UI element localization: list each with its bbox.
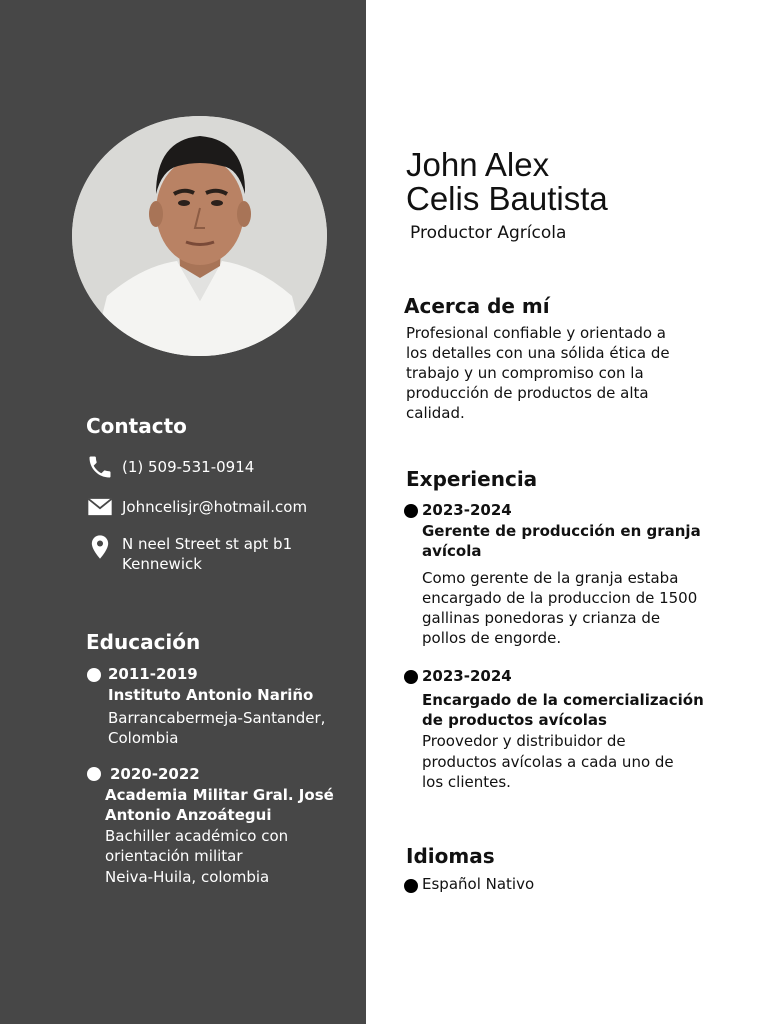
- education-heading: Educación: [86, 630, 201, 654]
- name-line-1: John Alex: [406, 146, 550, 183]
- contact-address: [86, 533, 292, 574]
- about-line: calidad.: [406, 404, 465, 422]
- education-school: Academia Militar Gral. José: [105, 786, 334, 804]
- profile-photo: [72, 116, 327, 356]
- experience-heading: Experiencia: [406, 467, 538, 491]
- bullet-dot: [87, 668, 101, 682]
- email-address: Johncelisjr@hotmail.com: [122, 498, 308, 516]
- bullet-dot: [87, 767, 101, 781]
- envelope-icon: [86, 493, 114, 521]
- education-school: Instituto Antonio Nariño: [108, 686, 314, 704]
- experience-description: encargado de la produccion de 1500: [422, 589, 698, 607]
- education-years: 2020-2022: [110, 765, 200, 783]
- about-heading: Acerca de mí: [404, 294, 550, 318]
- phone-icon: [86, 453, 114, 481]
- about-text: [406, 323, 706, 423]
- bullet-dot: [404, 670, 418, 684]
- phone-number: (1) 509-531-0914: [122, 458, 255, 476]
- education-school: Antonio Anzoátegui: [105, 806, 272, 824]
- languages-heading: Idiomas: [406, 844, 495, 868]
- education-detail: Bachiller académico con: [105, 827, 289, 845]
- education-detail: Barrancabermeja-Santander,: [108, 709, 326, 727]
- experience-description: los clientes.: [422, 773, 511, 791]
- sidebar: [0, 0, 366, 1024]
- location-pin-icon: [86, 533, 114, 561]
- experience-role: avícola: [422, 542, 482, 560]
- bullet-dot: [404, 879, 418, 893]
- experience-years: 2023-2024: [422, 667, 512, 685]
- experience-role: Encargado de la comercialización: [422, 691, 704, 709]
- address-line-2: Kennewick: [122, 555, 202, 573]
- experience-role: de productos avícolas: [422, 711, 607, 729]
- address-line-1: N neel Street st apt b1: [122, 535, 293, 553]
- experience-description: productos avícolas a cada uno de: [422, 753, 674, 771]
- about-line: trabajo y un compromiso con la: [406, 364, 644, 382]
- about-line: Profesional confiable y orientado a: [406, 324, 666, 342]
- contact-email: [86, 493, 307, 521]
- education-years: 2011-2019: [108, 665, 198, 683]
- full-name: [406, 148, 608, 216]
- language-item: Español Nativo: [422, 875, 535, 893]
- name-line-2: Celis Bautista: [406, 180, 608, 217]
- education-detail: Neiva-Huila, colombia: [105, 868, 270, 886]
- experience-years: 2023-2024: [422, 501, 512, 519]
- contact-heading: Contacto: [86, 414, 187, 438]
- experience-description: gallinas ponedoras y crianza de: [422, 609, 661, 627]
- experience-description: Como gerente de la granja estaba: [422, 569, 679, 587]
- profile-photo-illustration: [72, 116, 327, 356]
- about-line: producción de productos de alta: [406, 384, 649, 402]
- experience-role: Gerente de producción en granja: [422, 522, 701, 540]
- experience-description: pollos de engorde.: [422, 629, 562, 647]
- experience-description: Proovedor y distribuidor de: [422, 732, 626, 750]
- contact-phone: [86, 453, 254, 481]
- education-detail: Colombia: [108, 729, 179, 747]
- education-detail: orientación militar: [105, 847, 243, 865]
- job-title: Productor Agrícola: [410, 223, 567, 243]
- bullet-dot: [404, 504, 418, 518]
- about-line: los detalles con una sólida ética de: [406, 344, 670, 362]
